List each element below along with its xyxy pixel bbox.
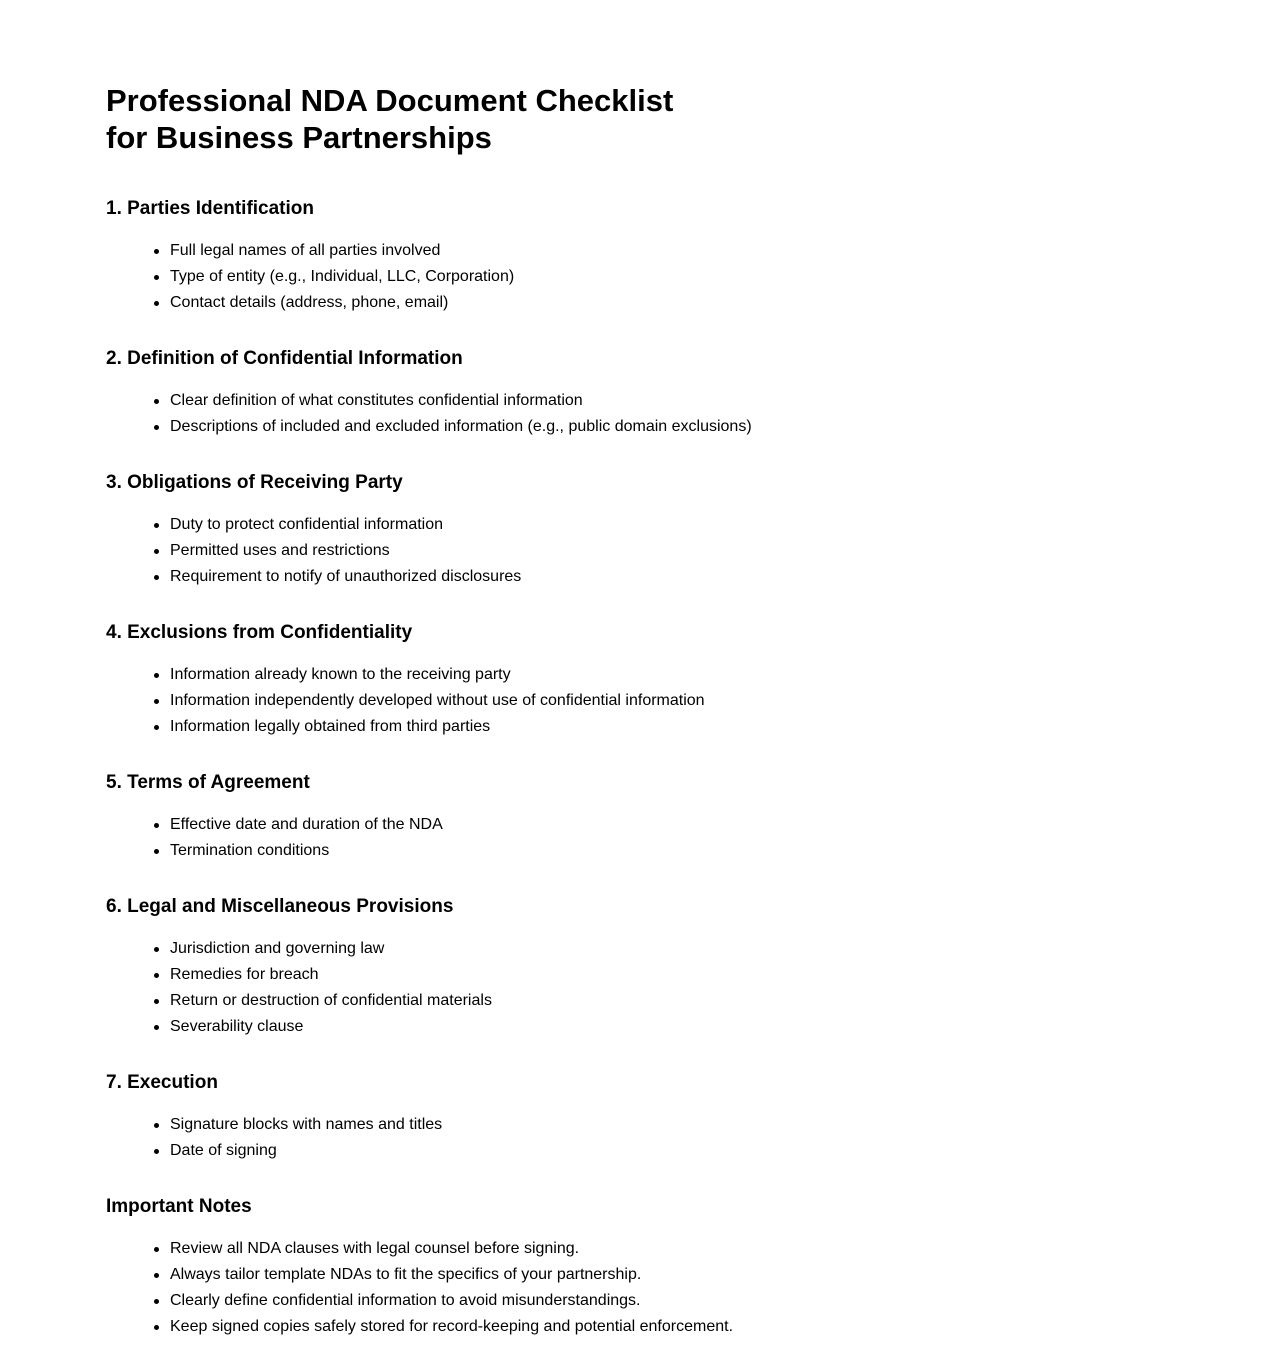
checklist-item: Requirement to notify of unauthorized disclosures xyxy=(170,564,870,590)
checklist-item: Remedies for breach xyxy=(170,962,870,988)
checklist-item: Information independently developed without use of confidential information xyxy=(170,688,870,714)
section-item-list xyxy=(106,1112,870,1164)
checklist-item: Type of entity (e.g., Individual, LLC, Corporation) xyxy=(170,264,870,290)
checklist-section xyxy=(106,620,806,740)
section-heading: 7. Execution xyxy=(106,1072,218,1093)
checklist-item: Contact details (address, phone, email) xyxy=(170,290,870,316)
section-heading: Important Notes xyxy=(106,1196,252,1217)
section-heading: 3. Obligations of Receiving Party xyxy=(106,472,403,493)
checklist-section xyxy=(106,1070,806,1164)
section-item-list xyxy=(106,936,870,1040)
section-item-list xyxy=(106,1236,870,1340)
checklist-item: Termination conditions xyxy=(170,838,870,864)
checklist-item: Full legal names of all parties involved xyxy=(170,238,870,264)
checklist-item: Severability clause xyxy=(170,1014,870,1040)
checklist-section xyxy=(106,894,806,1040)
checklist-item: Return or destruction of confidential materials xyxy=(170,988,870,1014)
checklist-section xyxy=(106,770,806,864)
checklist-item: Jurisdiction and governing law xyxy=(170,936,870,962)
checklist-section xyxy=(106,470,806,590)
section-heading: 6. Legal and Miscellaneous Provisions xyxy=(106,896,454,917)
checklist-section xyxy=(106,1194,806,1340)
checklist-item: Information legally obtained from third parties xyxy=(170,714,870,740)
section-heading: 1. Parties Identification xyxy=(106,198,314,219)
section-item-list xyxy=(106,238,870,316)
checklist-section xyxy=(106,196,806,316)
section-heading: 2. Definition of Confidential Information xyxy=(106,348,463,369)
section-heading: 4. Exclusions from Confidentiality xyxy=(106,622,413,643)
checklist-sections xyxy=(106,196,806,1340)
section-item-list xyxy=(106,812,870,864)
section-item-list xyxy=(106,512,870,590)
checklist-section xyxy=(106,346,806,440)
checklist-item: Clearly define confidential information to avoid misunderstandings. xyxy=(170,1288,870,1314)
section-item-list xyxy=(106,388,870,440)
checklist-item: Descriptions of included and excluded information (e.g., public domain exclusions) xyxy=(170,414,870,440)
document-title-line-2: for Business Partnerships xyxy=(106,120,492,155)
checklist-item: Date of signing xyxy=(170,1138,870,1164)
checklist-item: Signature blocks with names and titles xyxy=(170,1112,870,1138)
document-title-line-1: Professional NDA Document Checklist xyxy=(106,83,674,118)
checklist-item: Keep signed copies safely stored for record-keeping and potential enforcement. xyxy=(170,1314,870,1340)
section-heading: 5. Terms of Agreement xyxy=(106,772,310,793)
checklist-item: Clear definition of what constitutes confidential information xyxy=(170,388,870,414)
checklist-item: Information already known to the receiving party xyxy=(170,662,870,688)
checklist-item: Permitted uses and restrictions xyxy=(170,538,870,564)
document-title xyxy=(106,82,806,156)
section-item-list xyxy=(106,662,870,740)
checklist-item: Review all NDA clauses with legal counsel before signing. xyxy=(170,1236,870,1262)
checklist-item: Effective date and duration of the NDA xyxy=(170,812,870,838)
checklist-item: Duty to protect confidential information xyxy=(170,512,870,538)
checklist-item: Always tailor template NDAs to fit the specifics of your partnership. xyxy=(170,1262,870,1288)
